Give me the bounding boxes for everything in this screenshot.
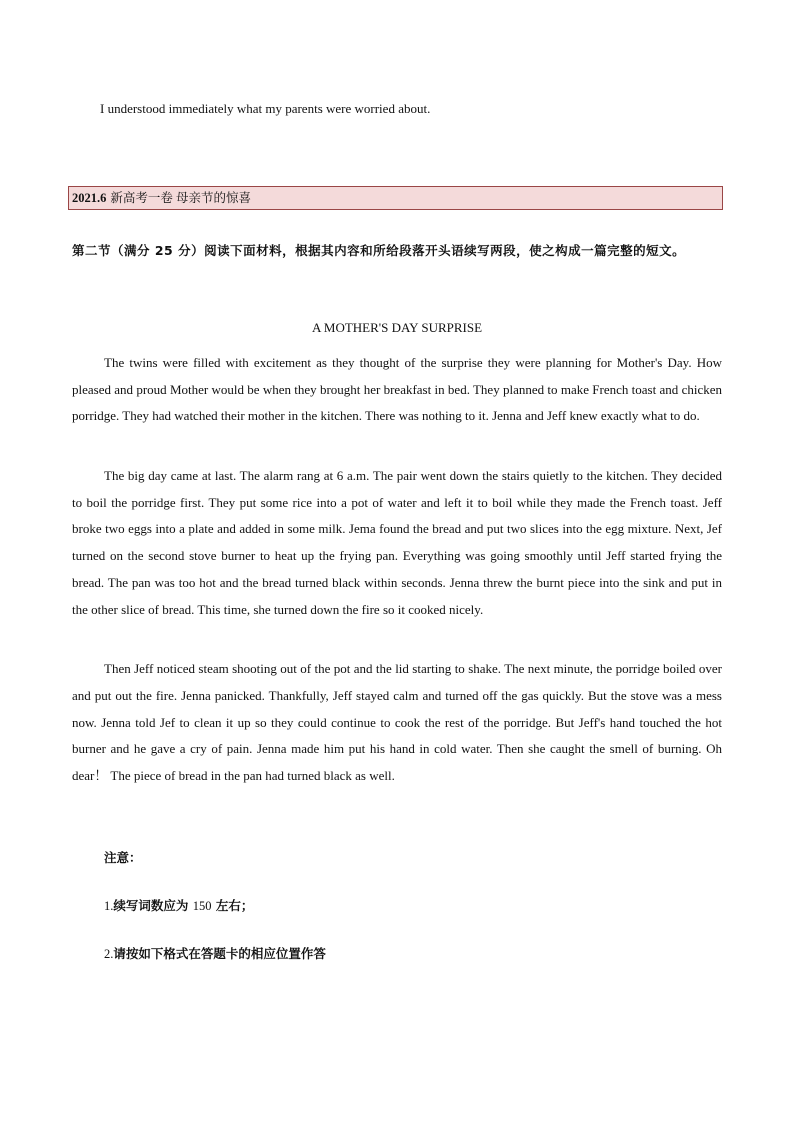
header-text: 新高考一卷 母亲节的惊喜 bbox=[110, 191, 252, 205]
story-paragraph-3: Then Jeff noticed steam shooting out of the pot and the lid starting to shake. The next minute, the porridge boiled over and put out the fire. Jenna panicked. Thankfully, Jeff stayed calm and turned off the gas quickly. But the stove was a mess now. Jenna told Jef to clean it up so they could continue to cook the rest of the porridge. But Jeff's hand touched the hot burner and he gave a cry of pain. Jenna made him put his hand in cold water. Then she caught the smell of burning. Oh dear！ The piece of bread in the pan had turned black as well. bbox=[72, 661, 722, 784]
story-paragraph-1: The twins were filled with excitement as they thought of the surprise they were planning for Mother's Day. How pleased and proud Mother would be when they brought her breakfast in bed. They planned to make French toast and chicken porridge. They had watched their mother in the kitchen. There was nothing to it. Jenna and Jeff knew exactly what to do. bbox=[72, 355, 722, 424]
notes-heading: 注意： bbox=[104, 850, 142, 865]
note-item-1-text-b: 左右； bbox=[211, 898, 254, 913]
note-item-1-count: 150 bbox=[192, 899, 212, 913]
section-header-bar bbox=[68, 186, 723, 210]
intro-sentence: I understood immediately what my parents were worried about. bbox=[100, 101, 431, 116]
note-item-2-number: 2. bbox=[104, 947, 114, 961]
note-item-2-text: 请按如下格式在答题卡的相应位置作答 bbox=[113, 946, 326, 961]
header-year: 2021.6 bbox=[72, 191, 107, 205]
story-title: A MOTHER'S DAY SURPRISE bbox=[311, 320, 483, 335]
note-item-2 bbox=[104, 944, 326, 962]
task-instruction: 第二节（满分 25 分）阅读下面材料，根据其内容和所给段落开头语续写两段，使之构成一篇完整的短文。 bbox=[72, 243, 686, 258]
story-paragraph-2: The big day came at last. The alarm rang at 6 a.m. The pair went down the stairs quietly to the kitchen. They decided to boil the porridge first. They put some rice into a pot of water and left it to boil while they made the French toast. Jeff broke two eggs into a plate and added in some milk. Jema found the bread and put two slices into the egg mixture. Next, Jef turned on the second stove burner to heat up the frying pan. Everything was going smoothly until Jeff started frying the bread. The pan was too hot and the bread turned black within seconds. Jenna threw the burnt piece into the sink and put in the other slice of bread. This time, she turned down the fire so it cooked nicely. bbox=[72, 468, 722, 617]
note-item-1-text-a: 续写词数应为 bbox=[113, 898, 193, 913]
note-item-1 bbox=[104, 896, 253, 914]
note-item-1-number: 1. bbox=[104, 899, 114, 913]
